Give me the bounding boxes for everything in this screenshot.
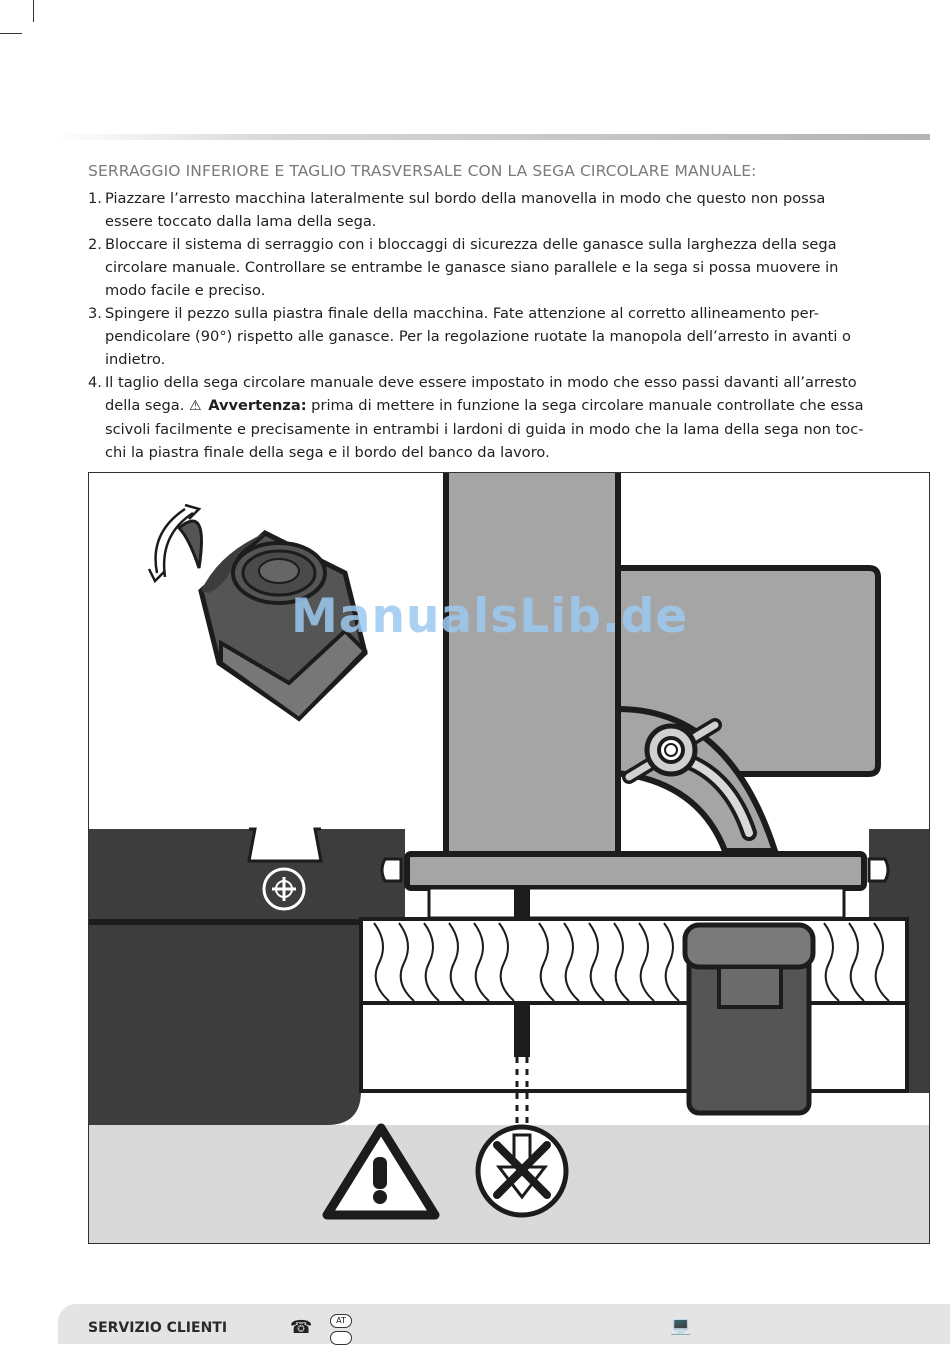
step-2 (88, 233, 898, 302)
watermark: ManualsLib.de (291, 589, 689, 644)
no-cut-down-icon (478, 1127, 566, 1215)
step-3 (88, 302, 898, 371)
step-number: 3. (88, 305, 102, 322)
step-4 (88, 371, 898, 464)
saw-base-plate (407, 854, 864, 888)
wood-board (361, 919, 907, 1003)
crop-mark-vertical (33, 0, 34, 22)
laptop-icon: 💻 (670, 1316, 692, 1336)
saw-blade (514, 888, 530, 918)
flag-icon (330, 1331, 352, 1345)
step-text-line: prima di mettere in funzione la sega circolare manuale controllate che essa (306, 397, 864, 414)
assembly-illustration (88, 472, 930, 1244)
customer-service-label: SERVIZIO CLIENTI (88, 1320, 228, 1336)
star-knob-icon (233, 543, 325, 603)
crop-mark-horizontal (0, 33, 22, 34)
step-text-line: modo facile e preciso. (105, 282, 266, 299)
guide-strip (429, 888, 844, 918)
step-text-line: indietro. (105, 351, 166, 368)
step-text-line: essere toccato dalla lama della sega. (105, 213, 377, 230)
step-number: 1. (88, 190, 102, 207)
illustration-svg (89, 473, 930, 1244)
step-text-line: Spingere il pezzo sulla piastra finale della macchina. Fate attenzione al corretto allineamento per- (105, 305, 819, 322)
warning-label: Avvertenza: (208, 397, 307, 414)
crosshair-screw-icon (264, 869, 304, 909)
header-rule (55, 134, 930, 140)
phone-icon: ☎ (290, 1317, 313, 1338)
step-text-line: scivoli facilmente e precisamente in entrambi i lardoni di guida in modo che la lama della sega non toc- (105, 421, 864, 438)
saw-column (446, 473, 618, 863)
clamp-block (685, 925, 813, 1113)
rail-groove (249, 829, 321, 861)
section-heading: SERRAGGIO INFERIORE E TAGLIO TRASVERSALE CON LA SEGA CIRCOLARE MANUALE: (88, 162, 757, 180)
step-text-line: Il taglio della sega circolare manuale deve essere impostato in modo che esso passi davanti all’arresto (105, 374, 857, 391)
step-number: 2. (88, 236, 102, 253)
footer-bar (58, 1304, 950, 1344)
instruction-list (88, 187, 898, 464)
lower-board (361, 1003, 907, 1091)
step-text-line: chi la piastra finale della sega e il bordo del banco da lavoro. (105, 444, 550, 461)
step-text-line: Piazzare l’arresto macchina lateralmente sul bordo della manovella in modo che questo non possa (105, 190, 826, 207)
country-badge: AT (330, 1314, 352, 1328)
step-text-line: circolare manuale. Controllare se entrambe le ganasce siano parallele e la sega si possa muovere in (105, 259, 839, 276)
step-1 (88, 187, 898, 233)
workbench-left (89, 829, 405, 1125)
step-text-line: Bloccare il sistema di serraggio con i bloccaggi di sicurezza delle ganasce sulla larghezza della sega (105, 236, 837, 253)
step-text-line: pendicolare (90°) rispetto alle ganasce. Per la regolazione ruotate la manopola dell’arresto in avanti o (105, 328, 851, 345)
stop-detail (179, 521, 365, 719)
warning-icon: ⚠ (189, 398, 202, 414)
step-text-line: della sega. (105, 397, 189, 414)
step-number: 4. (88, 374, 102, 391)
